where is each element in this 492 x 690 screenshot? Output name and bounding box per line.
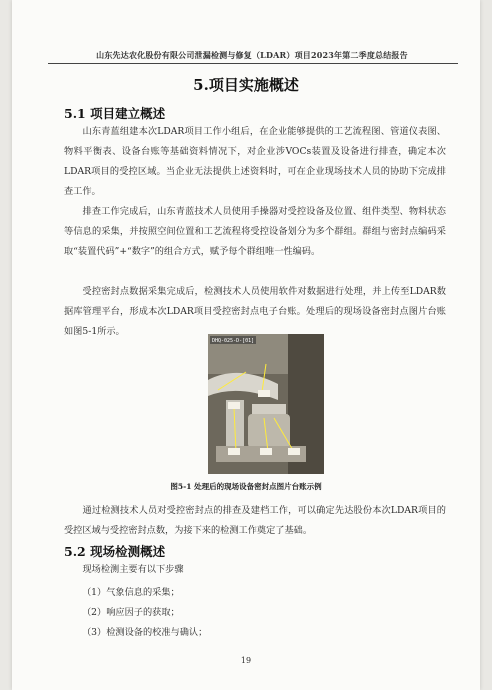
chapter-title: 5.项目实施概述 [193, 76, 299, 94]
paragraph-inventory: 排查工作完成后，山东青蓝技术人员使用手操器对受控设备及位置、组件类型、物料状态等信息的采集，并按照空间位置和工艺流程将受控设备划分为多个群组。群组与密封点编码采取“装置代码”+“数字”的组合方式，赋予每个群组唯一性编码。 [64, 206, 446, 257]
section-heading-5-1: 5.1 项目建立概述 [64, 106, 166, 121]
paragraph-conclusion: 通过检测技术人员对受控密封点的排查及建档工作，可以确定先达股份本次LDAR项目的受控区域与受控密封点数，为接下来的检测工作奠定了基础。 [64, 505, 446, 536]
document-page [12, 0, 480, 690]
section-heading-5-2: 5.2 现场检测概述 [64, 544, 166, 559]
figure-tag-top: DHQ-025-D-[01] [212, 338, 255, 344]
page-number: 19 [240, 656, 252, 665]
paragraph-data-processing: 受控密封点数据采集完成后，检测技术人员使用软件对数据进行处理，并上传至LDAR数据库管理平台，形成本次LDAR项目受控密封点电子台账。处理后的现场设备密封点图片台账如图5-1所示。 [64, 286, 446, 337]
list-item-step-1: （1）气象信息的采集； [82, 587, 180, 598]
list-item-step-3: （3）检测设备的校准与确认； [82, 627, 208, 638]
figure-seal-point-photo [208, 334, 324, 474]
header-rule [48, 63, 458, 64]
list-item-step-2: （2）响应因子的获取； [82, 607, 180, 618]
paragraph-project-setup: 山东青蓝组建本次LDAR项目工作小组后，在企业能够提供的工艺流程图、管道仪表图、物料平衡表、设备台账等基础资料情况下，对企业涉VOCs装置及设备进行排查，确定本次LDAR项目的受控区域。当企业无法提供上述资料时，可在企业现场技术人员的协助下完成排查工作。 [64, 126, 446, 197]
running-header: 山东先达农化股份有限公司泄漏检测与修复（LDAR）项目2023年第二季度总结报告 [96, 50, 408, 60]
seal-point-photo-illustration [208, 334, 324, 474]
figure-caption: 图5-1 处理后的现场设备密封点图片台账示例 [170, 482, 322, 491]
paragraph-steps-intro: 现场检测主要有以下步骤 [82, 564, 184, 575]
